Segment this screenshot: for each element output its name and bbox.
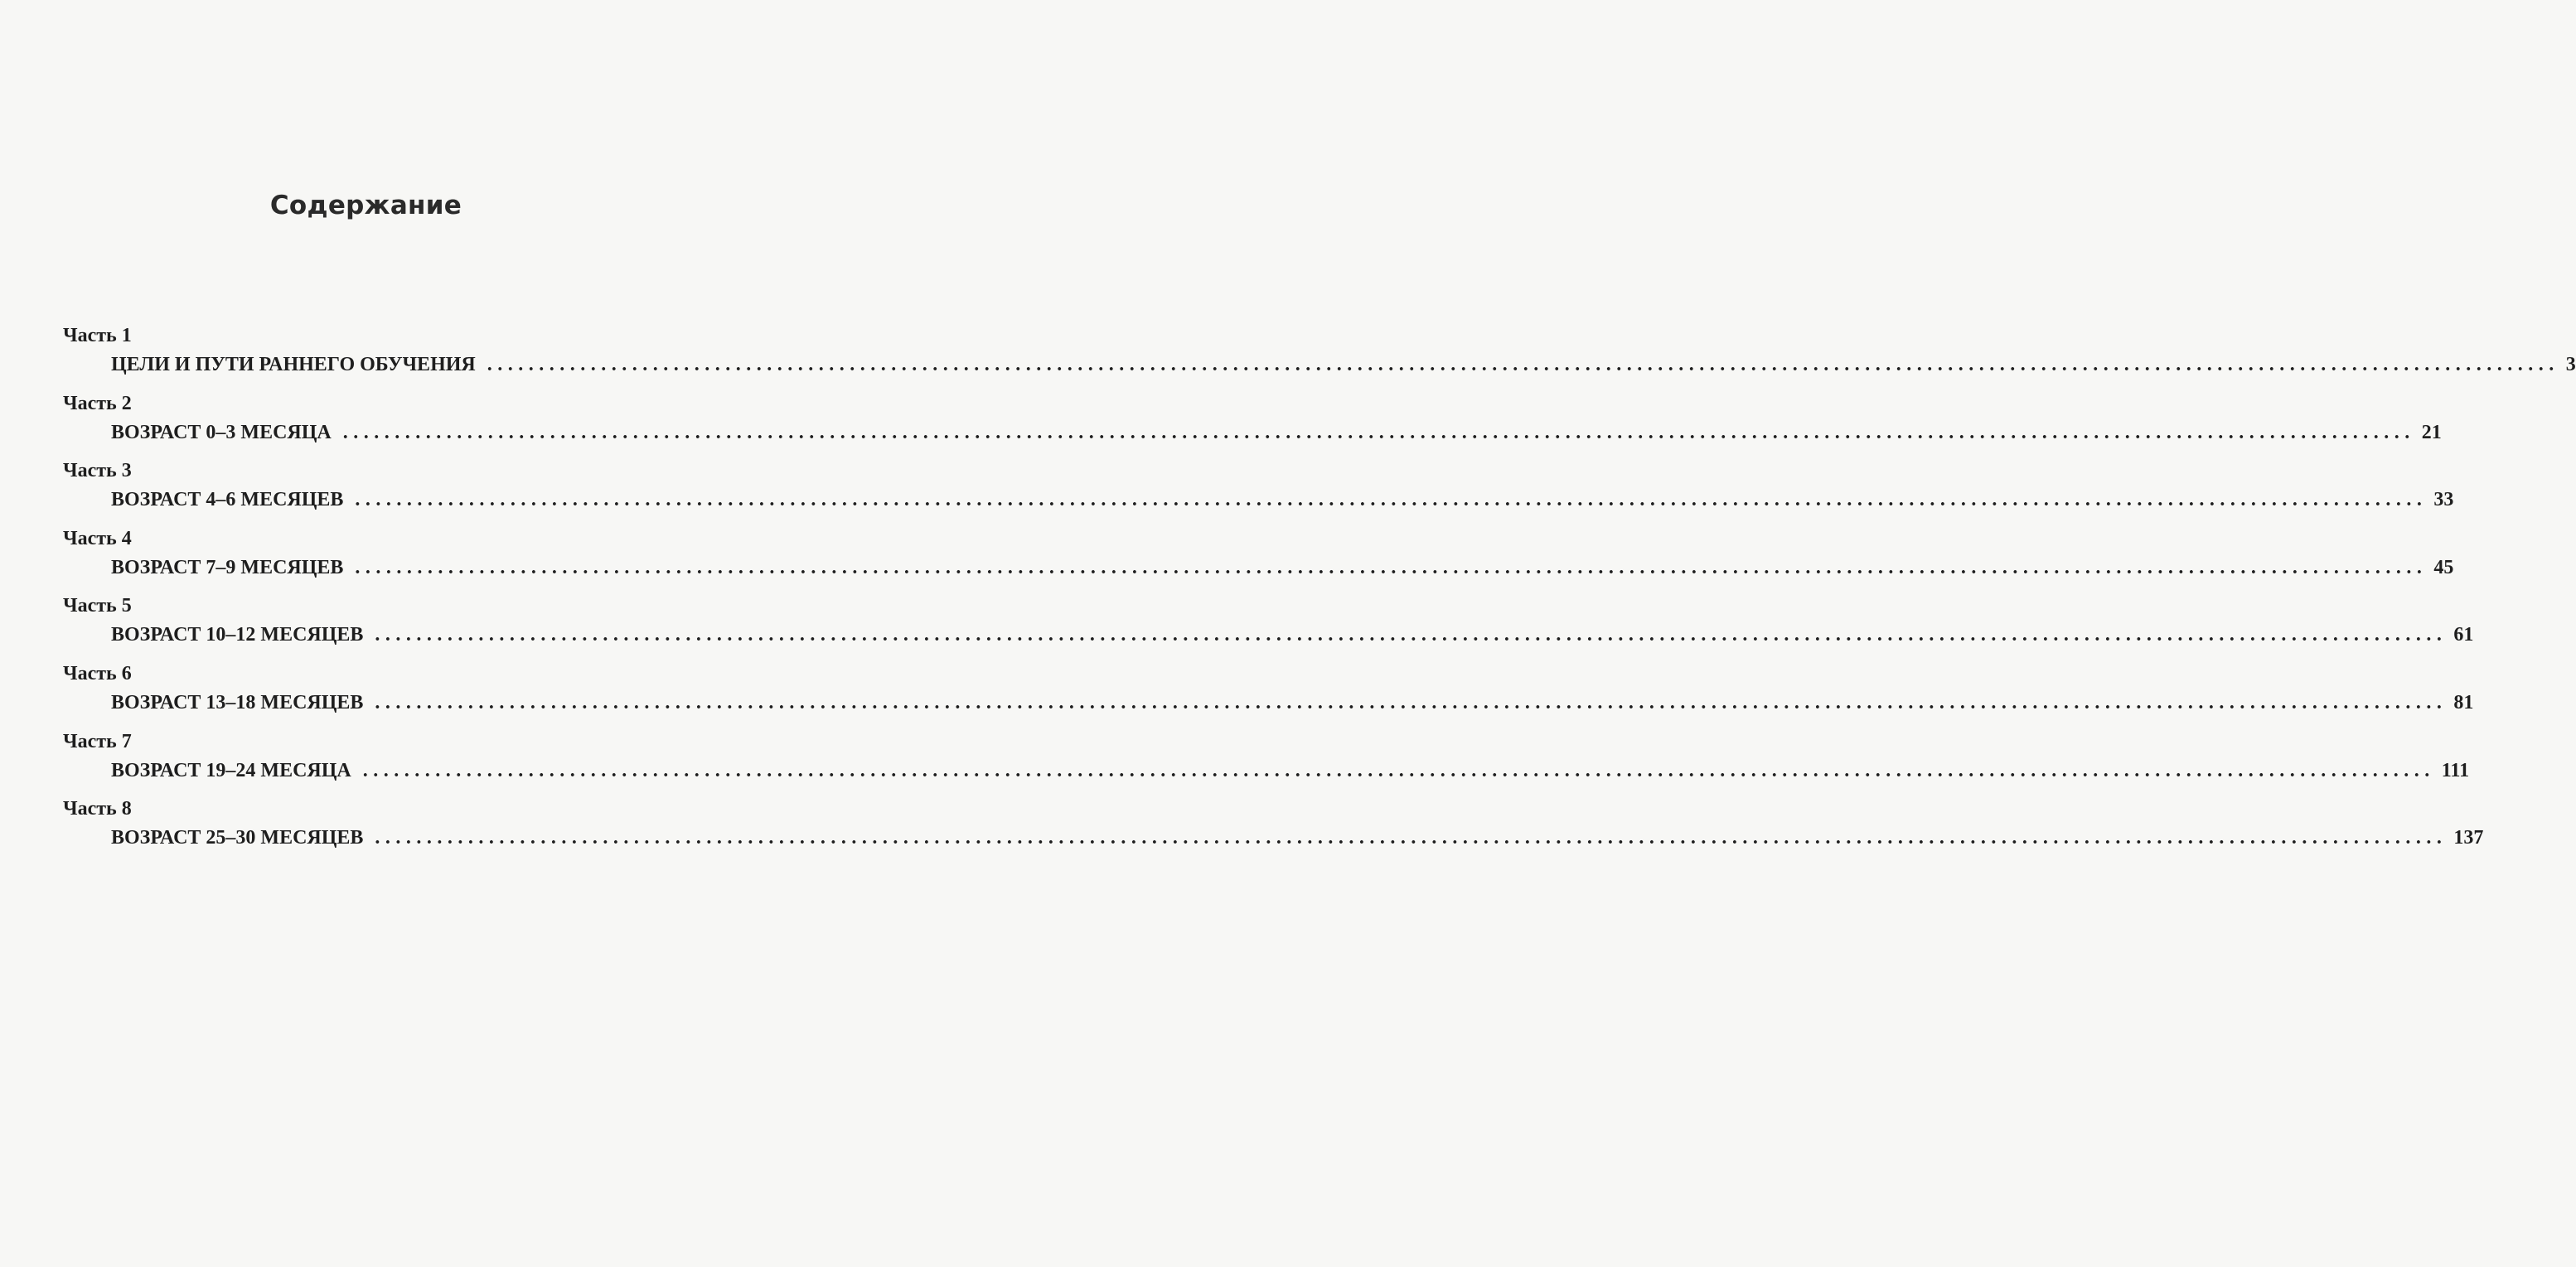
toc-part-label: Часть 7 xyxy=(63,730,132,752)
toc-entry xyxy=(63,457,2454,525)
toc-line xyxy=(111,756,2470,786)
toc-line xyxy=(111,553,2454,583)
toc-chapter-title: ВОЗРАСТ 10–12 МЕСЯЦЕВ xyxy=(111,624,364,646)
toc-part-label: Часть 5 xyxy=(63,595,132,617)
toc-page-number: 3 xyxy=(2565,354,2576,375)
toc-page-number: 61 xyxy=(2453,624,2474,646)
toc-part-label: Часть 2 xyxy=(63,392,132,414)
toc-line xyxy=(111,620,2474,650)
toc-part-label: Часть 8 xyxy=(63,798,132,820)
toc-entry xyxy=(63,389,2442,457)
toc-chapter-title: ВОЗРАСТ 7–9 МЕСЯЦЕВ xyxy=(111,556,344,578)
page-title: Содержание xyxy=(269,191,462,220)
toc-chapter-title: ВОЗРАСТ 13–18 МЕСЯЦЕВ xyxy=(111,691,364,713)
toc-line xyxy=(111,688,2474,718)
toc-dot-leader: ........................................................................................................................................................................................................ xyxy=(355,556,2428,578)
toc-page-number: 45 xyxy=(2433,556,2454,578)
toc-part-label: Часть 4 xyxy=(63,527,132,549)
toc-part-label: Часть 3 xyxy=(63,460,132,482)
toc-chapter-title: ВОЗРАСТ 25–30 МЕСЯЦЕВ xyxy=(111,827,364,849)
toc-dot-leader: ........................................................................................................................................................................................................ xyxy=(342,421,2415,443)
toc-entry xyxy=(63,728,2470,796)
toc-page-number: 137 xyxy=(2453,827,2484,849)
toc-page-number: 81 xyxy=(2453,691,2474,713)
toc-dot-leader: ........................................................................................................................................................................................................ xyxy=(362,759,2435,781)
toc-page-number: 21 xyxy=(2421,421,2442,443)
toc-entry xyxy=(63,525,2454,592)
toc-entry xyxy=(63,592,2474,660)
toc-dot-leader: ........................................................................................................................................................................................................ xyxy=(375,827,2448,849)
toc-dot-leader: ........................................................................................................................................................................................................ xyxy=(375,691,2448,713)
toc-line xyxy=(111,823,2484,853)
toc-entry xyxy=(63,795,2484,863)
toc-entry xyxy=(63,322,2576,389)
toc-chapter-title: ВОЗРАСТ 0–3 МЕСЯЦА xyxy=(111,421,332,443)
toc-part-label: Часть 1 xyxy=(63,325,132,346)
toc-chapter-title: ВОЗРАСТ 4–6 МЕСЯЦЕВ xyxy=(111,489,344,511)
toc-dot-leader: ........................................................................................................................................................................................................ xyxy=(355,489,2428,511)
toc-page-number: 111 xyxy=(2441,759,2470,781)
toc-dot-leader: ........................................................................................................................................................................................................ xyxy=(375,624,2448,646)
toc-chapter-title: ЦЕЛИ И ПУТИ РАННЕГО ОБУЧЕНИЯ xyxy=(111,354,476,375)
toc-page-number: 33 xyxy=(2433,489,2454,511)
toc-line xyxy=(111,418,2442,447)
table-of-contents xyxy=(63,322,2576,863)
toc-chapter-title: ВОЗРАСТ 19–24 МЕСЯЦА xyxy=(111,759,351,781)
toc-part-label: Часть 6 xyxy=(63,662,132,684)
toc-entry xyxy=(63,660,2474,728)
toc-dot-leader: ........................................................................................................................................................................................................ xyxy=(487,354,2559,375)
toc-line xyxy=(111,485,2454,515)
toc-line xyxy=(111,350,2576,380)
